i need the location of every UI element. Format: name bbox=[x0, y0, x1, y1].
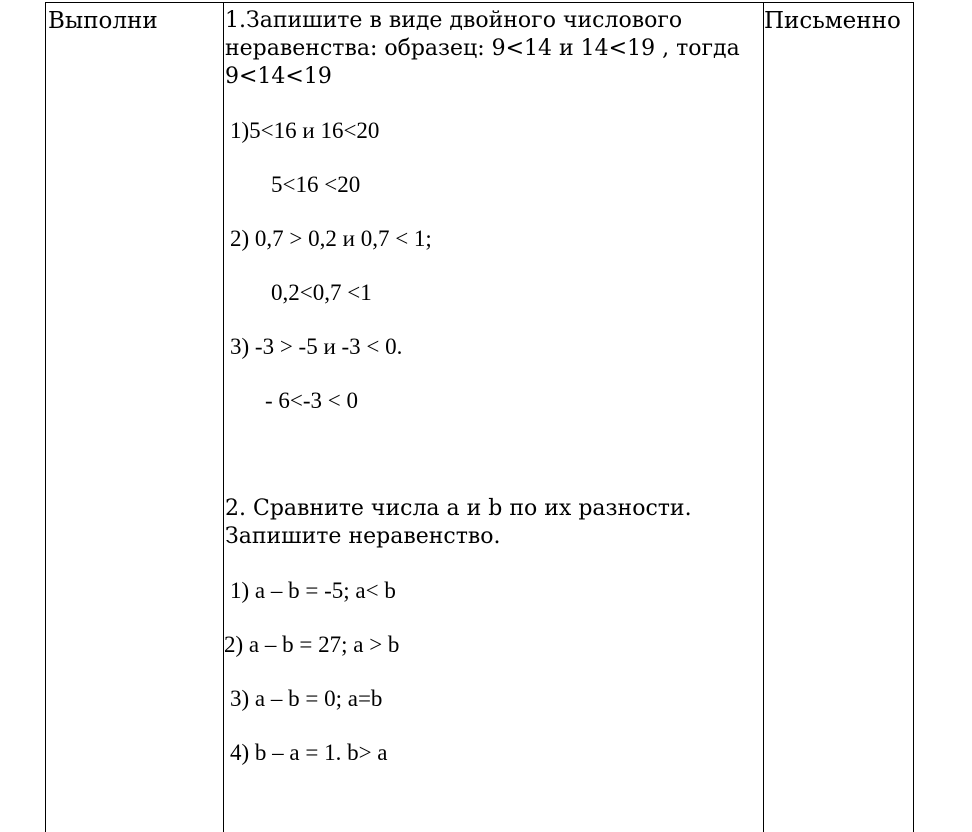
task2-heading-line2: Запишите неравенство. bbox=[225, 524, 501, 549]
form-cell: Письменно bbox=[764, 8, 901, 34]
task1-item1-answer: 5<16 <20 bbox=[271, 172, 361, 197]
task2-item4: 4) b – a = 1. b> a bbox=[230, 740, 388, 765]
task1-heading-line1: 1.Запишите в виде двойного числового bbox=[225, 8, 683, 33]
task2-item1: 1) a – b = -5; a< b bbox=[230, 578, 396, 603]
action-cell: Выполни bbox=[48, 8, 158, 34]
task2-heading-line1: 2. Сравните числа a и b по их разности. bbox=[225, 496, 692, 521]
task2-item3: 3) a – b = 0; a=b bbox=[230, 686, 383, 711]
task1-heading-line2: неравенства: образец: 9<14 и 14<19 , тогда bbox=[225, 36, 740, 61]
task-table bbox=[45, 2, 914, 832]
task1-item3-answer: - 6<-3 < 0 bbox=[265, 388, 359, 413]
task1-heading-line3: 9<14<19 bbox=[225, 64, 332, 89]
task1-item2-answer: 0,2<0,7 <1 bbox=[271, 280, 372, 305]
task2-item2: 2) a – b = 27; a > b bbox=[224, 632, 400, 657]
task1-item1-given: 1)5<16 и 16<20 bbox=[230, 118, 380, 143]
task1-item2-given: 2) 0,7 > 0,2 и 0,7 < 1; bbox=[230, 226, 432, 251]
task1-item3-given: 3) -3 > -5 и -3 < 0. bbox=[230, 334, 403, 359]
column-divider-2 bbox=[763, 3, 764, 832]
column-divider-1 bbox=[223, 3, 224, 832]
